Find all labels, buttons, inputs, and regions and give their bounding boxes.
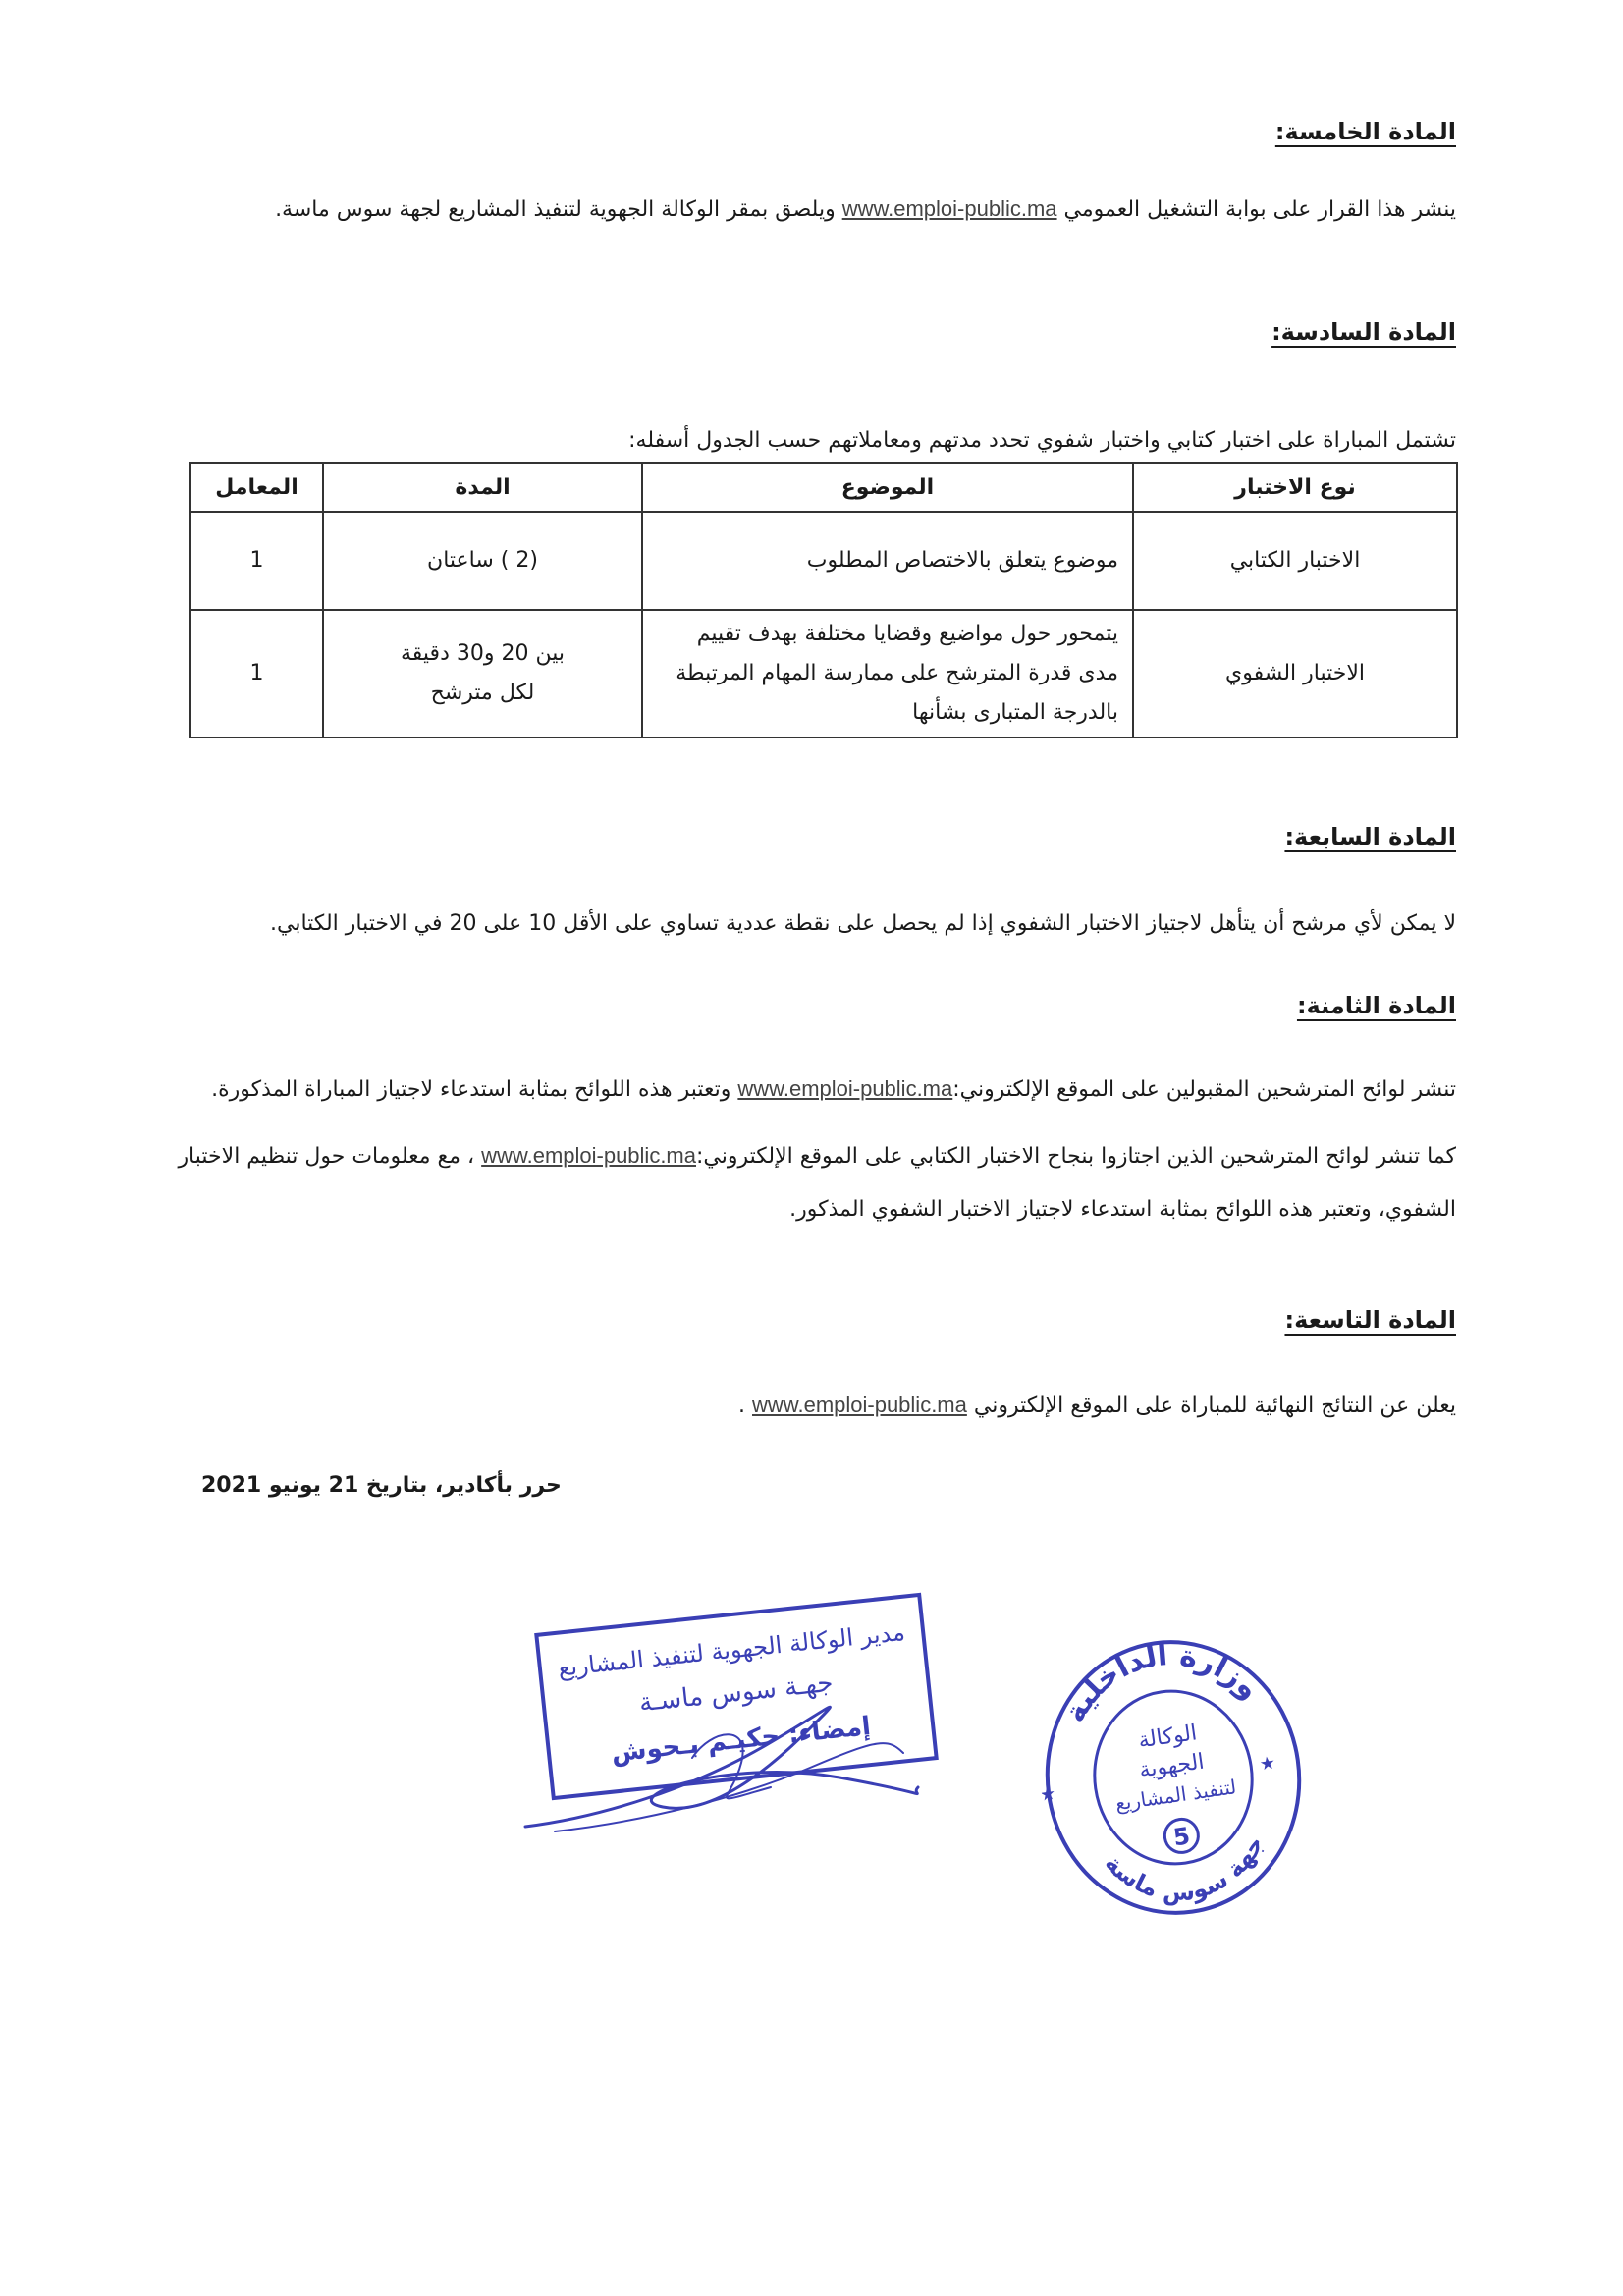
director-stamp-line-1: مدير الوكالة الجهوية لتنفيذ المشاريع — [557, 1617, 907, 1682]
seal-center-line-1: الوكالة — [1136, 1721, 1199, 1754]
article-8-p1-before: تنشر لوائح المترشحين المقبولين على الموقع الإلكتروني: — [952, 1077, 1456, 1102]
article-9-heading: المادة التاسعة: — [1284, 1306, 1456, 1334]
seal-star-left-icon: ★ — [1038, 1782, 1057, 1806]
article-8-paragraph-1 — [160, 1063, 1456, 1117]
article-5-heading: المادة الخامسة: — [1274, 118, 1456, 145]
exam-table-header-row — [190, 463, 1457, 512]
signature-stroke-1 — [525, 1707, 918, 1827]
row-2-subject: يتمحور حول مواضيع وقضايا مختلفة بهدف تقييم مدى قدرة المترشح على ممارسة المهام المرتبطة بالدرجة المتبارى بشأنها — [642, 610, 1133, 738]
article-8-p2-before: كما تنشر لوائح المترشحين الذين اجتازوا بنجاح الاختبار الكتابي على الموقع الإلكتروني: — [696, 1144, 1456, 1169]
signature-date: حرر بأكادير، بتاريخ 21 يونيو 2021 — [201, 1473, 562, 1498]
director-stamp-line-2: جهـة سوس ماسـة — [637, 1667, 835, 1719]
article-5-text-before: ينشر هذا القرار على بوابة التشغيل العمومي — [1056, 197, 1456, 222]
table-row — [190, 512, 1457, 610]
signature-stroke-3 — [692, 1734, 771, 1798]
director-stamp-line-3: إمضاء: حكيـم بـحوش — [610, 1711, 873, 1769]
row-2-coefficient: 1 — [190, 610, 323, 738]
article-8-heading: المادة الثامنة: — [1296, 992, 1456, 1019]
article-8-p2-after: ، مع معلومات حول تنظيم الاختبار الشفوي، وتعتبر هذه اللوائح بمثابة استدعاء لاجتياز الاختبار الشفوي المذكور. — [178, 1144, 1456, 1222]
article-5-link[interactable]: www.emploi-public.ma — [841, 196, 1057, 221]
row-1-type: الاختبار الكتابي — [1133, 512, 1457, 610]
article-9-link[interactable]: www.emploi-public.ma — [752, 1393, 967, 1417]
header-duration: المدة — [323, 463, 642, 512]
seal-number: 5 — [1171, 1822, 1192, 1852]
exam-table — [189, 462, 1458, 738]
seal-top-text: وزارة الداخلية — [1057, 1638, 1267, 1728]
article-8-p1-link[interactable]: www.emploi-public.ma — [737, 1076, 953, 1101]
article-6-intro: تشتمل المباراة على اختبار كتابي واختبار شفوي تحدد مدتهم ومعاملاتهم حسب الجدول أسفله: — [628, 428, 1456, 453]
signature-stroke-2 — [555, 1743, 903, 1831]
article-6-heading: المادة السادسة: — [1271, 318, 1456, 346]
article-9-text-before: يعلن عن النتائج النهائية للمباراة على الموقع الإلكتروني — [966, 1394, 1456, 1418]
article-8-paragraph-2 — [160, 1129, 1456, 1236]
article-7-heading: المادة السابعة: — [1284, 823, 1456, 850]
header-coefficient: المعامل — [190, 463, 323, 512]
seal-center-line-2: الجهوية — [1137, 1749, 1207, 1783]
row-2-type: الاختبار الشفوي — [1133, 610, 1457, 738]
article-5-text-after: ويلصق بمقر الوكالة الجهوية لتنفيذ المشاريع لجهة سوس ماسة. — [275, 197, 842, 222]
article-5-text — [160, 183, 1456, 237]
header-type: نوع الاختبار — [1133, 463, 1457, 512]
article-9-text — [160, 1379, 1456, 1433]
seal-star-right-icon: ★ — [1258, 1752, 1277, 1776]
row-1-subject: موضوع يتعلق بالاختصاص المطلوب — [642, 512, 1133, 610]
seal-center-line-3: لتنفيذ المشاريع — [1113, 1775, 1238, 1816]
article-8-p2-link[interactable]: www.emploi-public.ma — [481, 1143, 696, 1168]
ministry-seal-icon — [1022, 1618, 1325, 1938]
header-subject: الموضوع — [642, 463, 1133, 512]
signature-icon — [515, 1669, 928, 1846]
article-8-p1-after: وتعتبر هذه اللوائح بمثابة استدعاء لاجتياز المباراة المذكورة. — [211, 1077, 738, 1102]
seal-bottom-text: جهة سوس ماسة — [1099, 1831, 1270, 1906]
row-2-duration: بين 20 و30 دقيقة لكل مترشح — [323, 610, 642, 738]
row-1-duration: (2 ) ساعتان — [323, 512, 642, 610]
table-row — [190, 610, 1457, 738]
article-9-text-after: . — [738, 1394, 753, 1418]
article-7-text: لا يمكن لأي مرشح أن يتأهل لاجتياز الاختبار الشفوي إذا لم يحصل على نقطة عددية تساوي على الأقل 10 على 20 في الاختبار الكتابي. — [270, 911, 1456, 936]
row-1-coefficient: 1 — [190, 512, 323, 610]
